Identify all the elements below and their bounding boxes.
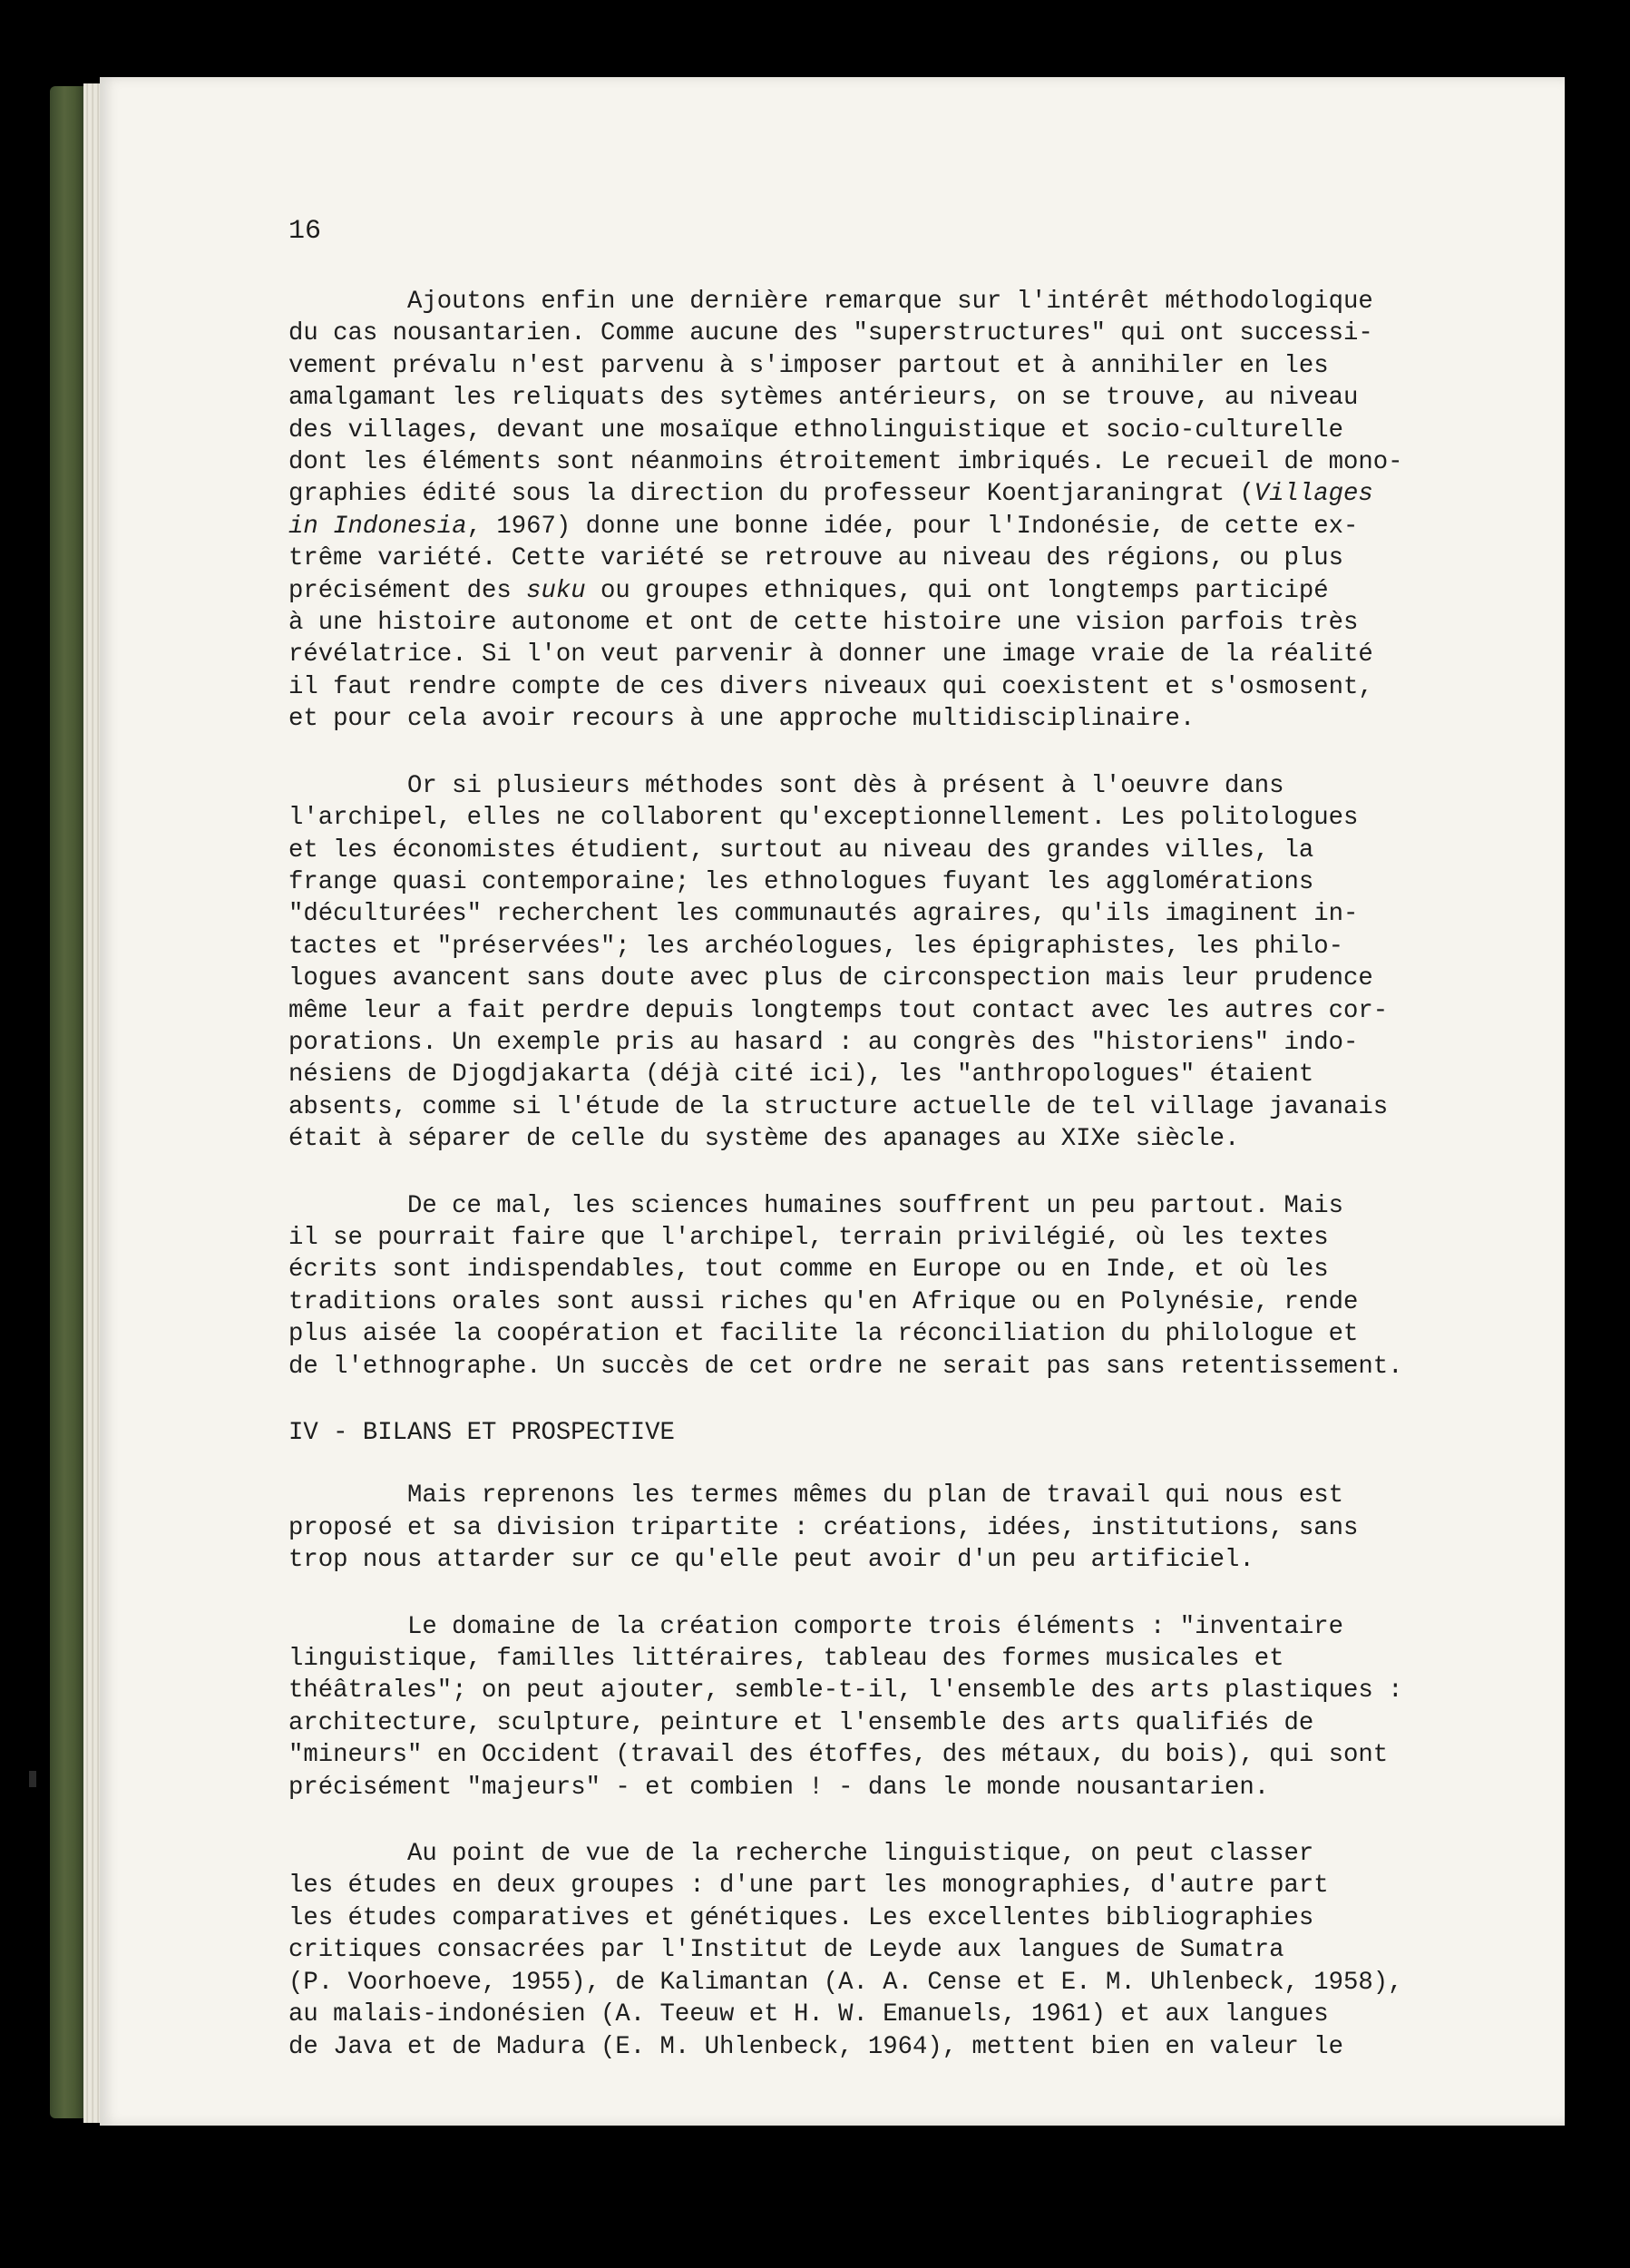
page-content bbox=[288, 286, 1418, 2097]
text-line: Or si plusieurs méthodes sont dès à présent à l'oeuvre dans bbox=[407, 771, 1284, 800]
text-line: et les économistes étudient, surtout au niveau des grandes villes, la bbox=[288, 836, 1314, 865]
text-line: précisément "majeurs" - et combien ! - dans le monde nousantarien. bbox=[288, 1773, 1270, 1802]
text-line: amalgamant les reliquats des sytèmes antérieurs, on se trouve, au niveau bbox=[288, 384, 1359, 413]
text-line: De ce mal, les sciences humaines souffrent un peu partout. Mais bbox=[407, 1191, 1343, 1220]
text-line: Ajoutons enfin une dernière remarque sur l'intérêt méthodologique bbox=[407, 288, 1373, 316]
text-segment: , 1967) donne une bonne idée, pour l'Indonésie, de cette ex- bbox=[466, 512, 1359, 541]
text-line bbox=[288, 478, 1418, 510]
margin-mark bbox=[29, 1771, 36, 1787]
text-line: était à séparer de celle du système des apanages au XIXe siècle. bbox=[288, 1125, 1240, 1154]
text-line: nésiens de Djogdjakarta (déjà cité ici), les "anthropologues" étaient bbox=[288, 1061, 1314, 1090]
italic-term: suku bbox=[526, 576, 586, 605]
text-line: même leur a fait perdre depuis longtemps tout contact avec les autres cor- bbox=[288, 996, 1389, 1025]
paragraph-4 bbox=[288, 1480, 1418, 1576]
text-line: plus aisée la coopération et facilite la réconciliation du philologue et bbox=[288, 1320, 1359, 1349]
paragraph-2 bbox=[288, 770, 1418, 1156]
text-line bbox=[288, 575, 1418, 607]
text-line: écrits sont indispendables, tout comme en Europe ou en Inde, et où les bbox=[288, 1256, 1329, 1285]
text-line: les études comparatives et génétiques. Les excellentes bibliographies bbox=[288, 1903, 1314, 1932]
text-line: traditions orales sont aussi riches qu'en Afrique ou en Polynésie, rende bbox=[288, 1287, 1359, 1316]
text-line: "mineurs" en Occident (travail des étoffes, des métaux, du bois), qui sont bbox=[288, 1741, 1389, 1770]
text-line: linguistique, familles littéraires, tableau des formes musicales et bbox=[288, 1645, 1284, 1674]
text-line: "déculturées" recherchent les communautés agraires, qu'ils imaginent in- bbox=[288, 900, 1359, 929]
page-number: 16 bbox=[288, 216, 322, 247]
text-line: des villages, devant une mosaïque ethnolinguistique et socio-culturelle bbox=[288, 415, 1344, 445]
text-line: du cas nousantarien. Comme aucune des "superstructures" qui ont successi- bbox=[288, 319, 1373, 348]
text-line: trop nous attarder sur ce qu'elle peut avoir d'un peu artificiel. bbox=[288, 1546, 1254, 1575]
text-line: il se pourrait faire que l'archipel, terrain privilégié, où les textes bbox=[288, 1223, 1329, 1252]
text-line: critiques consacrées par l'Institut de Leyde aux langues de Sumatra bbox=[288, 1936, 1284, 1965]
text-line: frange quasi contemporaine; les ethnologues fuyant les agglomérations bbox=[288, 867, 1314, 896]
paragraph-5 bbox=[288, 1611, 1418, 1804]
text-line: architecture, sculpture, peinture et l'ensemble des arts qualifiés de bbox=[288, 1708, 1314, 1737]
text-line: et pour cela avoir recours à une approche multidisciplinaire. bbox=[288, 705, 1196, 734]
text-line: Le domaine de la création comporte trois éléments : "inventaire bbox=[407, 1612, 1343, 1641]
text-line: les études en deux groupes : d'une part les monographies, d'autre part bbox=[288, 1872, 1329, 1901]
text-line: proposé et sa division tripartite : créations, idées, institutions, sans bbox=[288, 1513, 1359, 1542]
text-line: à une histoire autonome et ont de cette histoire une vision parfois très bbox=[288, 609, 1359, 638]
text-line: vement prévalu n'est parvenu à s'imposer partout et à annihiler en les bbox=[288, 351, 1329, 380]
text-line: Au point de vue de la recherche linguistique, on peut classer bbox=[407, 1840, 1314, 1869]
text-line bbox=[288, 511, 1418, 543]
text-line: l'archipel, elles ne collaborent qu'exceptionnellement. Les politologues bbox=[288, 804, 1359, 833]
text-segment: graphies édité sous la direction du professeur Koentjaraningrat ( bbox=[288, 480, 1254, 509]
text-line: il faut rendre compte de ces divers niveaux qui coexistent et s'osmosent, bbox=[288, 672, 1373, 701]
italic-title: in Indonesia bbox=[288, 512, 467, 541]
paragraph-3 bbox=[288, 1190, 1418, 1383]
text-line: révélatrice. Si l'on veut parvenir à donner une image vraie de la réalité bbox=[288, 640, 1373, 670]
text-line: Mais reprenons les termes mêmes du plan de travail qui nous est bbox=[407, 1481, 1343, 1510]
section-heading: IV - BILANS ET PROSPECTIVE bbox=[288, 1419, 675, 1447]
text-line: logues avancent sans doute avec plus de circonspection mais leur prudence bbox=[288, 964, 1373, 993]
text-line: au malais-indonésien (A. Teeuw et H. W. Emanuels, 1961) et aux langues bbox=[288, 2000, 1329, 2029]
text-segment: précisément des bbox=[288, 576, 527, 605]
paragraph-6 bbox=[288, 1838, 1418, 2063]
book-spine bbox=[50, 86, 86, 2118]
italic-title: Villages bbox=[1254, 480, 1373, 509]
text-line: absents, comme si l'étude de la structure actuelle de tel village javanais bbox=[288, 1092, 1389, 1121]
text-line: porations. Un exemple pris au hasard : au congrès des "historiens" indo- bbox=[288, 1028, 1359, 1057]
text-line: théâtrales"; on peut ajouter, semble-t-il, l'ensemble des arts plastiques : bbox=[288, 1677, 1403, 1706]
text-segment: ou groupes ethniques, qui ont longtemps participé bbox=[585, 576, 1329, 605]
text-line: de l'ethnographe. Un succès de cet ordre ne serait pas sans retentissement. bbox=[288, 1352, 1403, 1381]
text-line: de Java et de Madura (E. M. Uhlenbeck, 1964), mettent bien en valeur le bbox=[288, 2032, 1344, 2061]
text-line: tactes et "préservées"; les archéologues, les épigraphistes, les philo- bbox=[288, 932, 1344, 961]
text-line: (P. Voorhoeve, 1955), de Kalimantan (A. A. Cense et E. M. Uhlenbeck, 1958), bbox=[288, 1968, 1403, 1997]
text-line: trême variété. Cette variété se retrouve au niveau des régions, ou plus bbox=[288, 544, 1344, 573]
text-line: dont les éléments sont néanmoins étroitement imbriqués. Le recueil de mono- bbox=[288, 448, 1403, 477]
paragraph-1 bbox=[288, 286, 1418, 736]
